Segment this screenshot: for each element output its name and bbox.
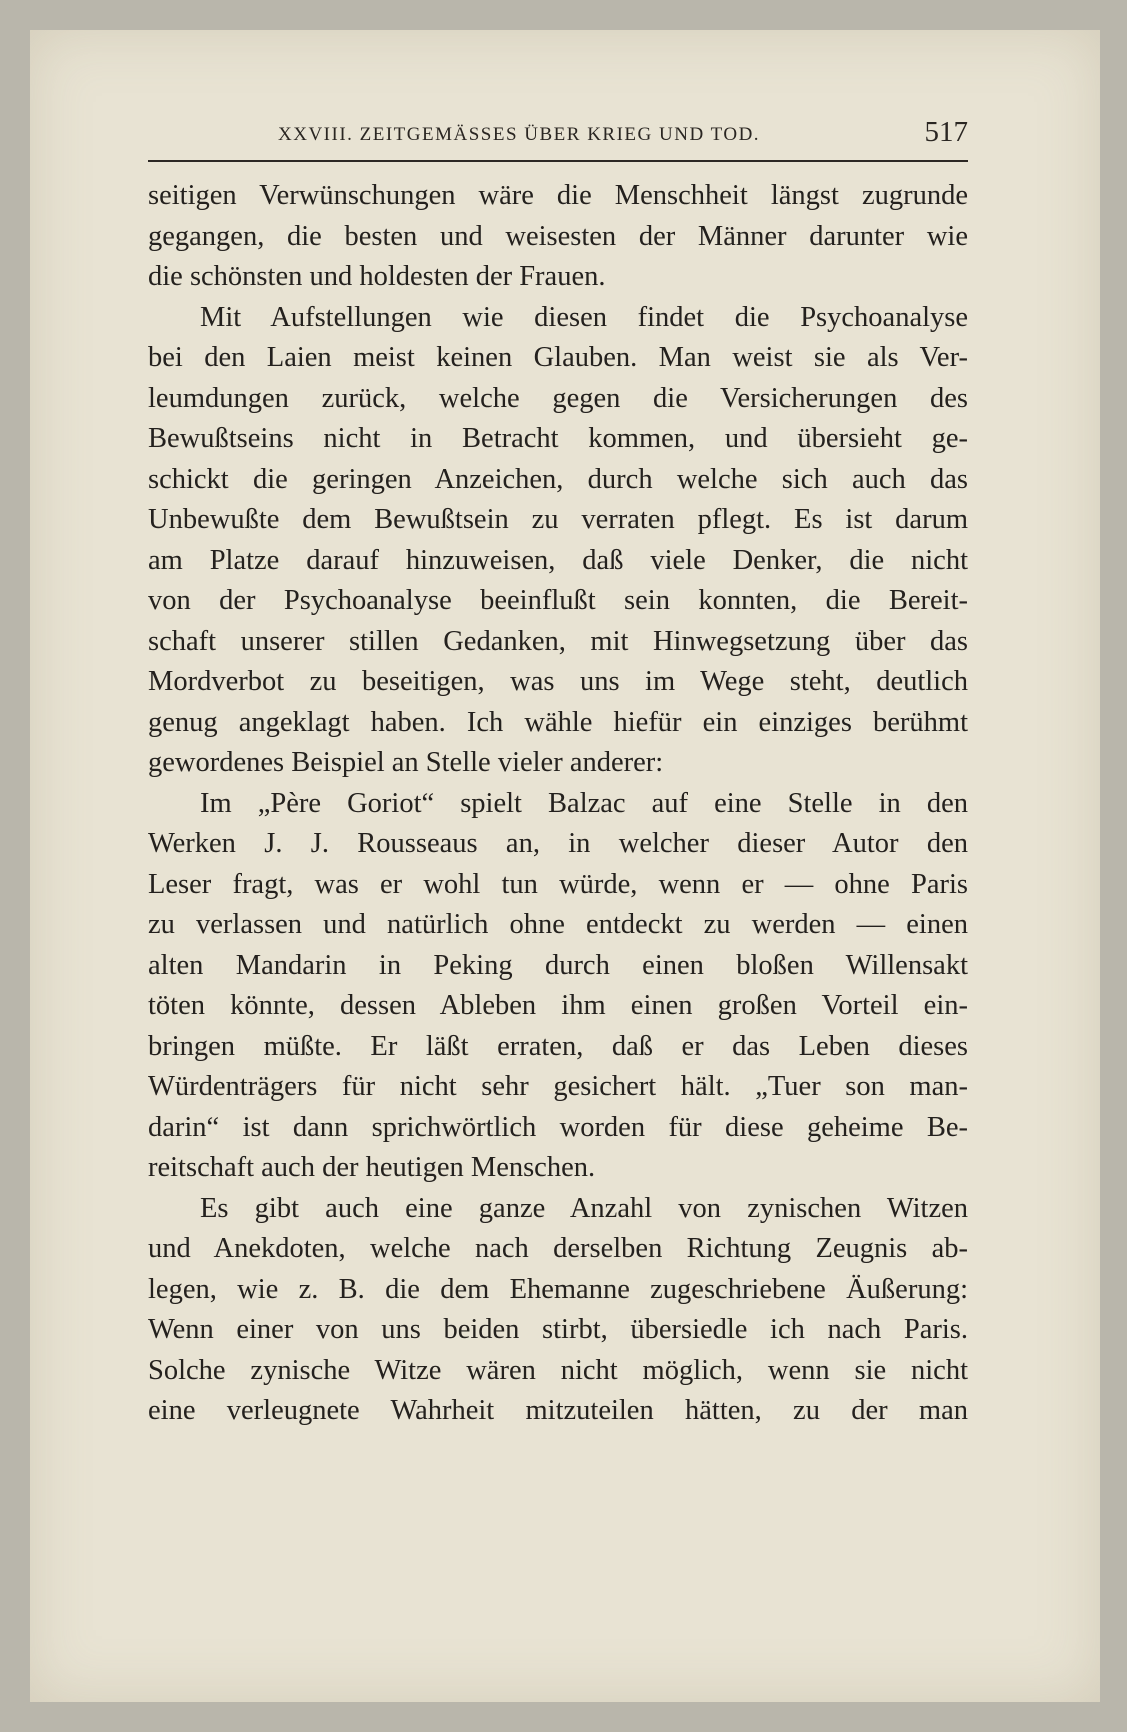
text-line: darin“ ist dann sprichwörtlich worden für diese geheime Be- <box>148 1111 968 1143</box>
text-line: Mit Aufstellungen wie diesen findet die Psychoanalyse <box>200 301 968 333</box>
text-line: legen, wie z. B. die dem Ehemanne zugeschriebene Äußerung: <box>148 1273 968 1305</box>
running-title: XXVIII. ZEITGEMÄSSES ÜBER KRIEG UND TOD. <box>278 124 761 145</box>
text-line: töten könnte, dessen Ableben ihm einen großen Vorteil ein- <box>148 990 968 1021</box>
text-line: Würdenträgers für nicht sehr gesichert hält. „Tuer son man- <box>148 1071 968 1102</box>
text-line: schaft unserer stillen Gedanken, mit Hinwegsetzung über das <box>148 625 968 657</box>
body-text <box>148 176 968 1432</box>
page-number: 517 <box>924 116 968 148</box>
text-line: eine verleugnete Wahrheit mitzuteilen hätten, zu der man <box>148 1395 968 1426</box>
text-line: Bewußtseins nicht in Betracht kommen, und übersieht ge- <box>148 423 968 454</box>
text-line: und Anekdoten, welche nach derselben Richtung Zeugnis ab- <box>148 1233 968 1264</box>
text-line: leumdungen zurück, welche gegen die Versicherungen des <box>148 382 968 414</box>
text-line: alten Mandarin in Peking durch einen bloßen Willensakt <box>148 949 968 981</box>
text-line: Leser fragt, was er wohl tun würde, wenn er — ohne Paris <box>148 868 968 900</box>
text-line: Werken J. J. Rousseaus an, in welcher dieser Autor den <box>148 828 968 859</box>
text-line: Mordverbot zu beseitigen, was uns im Wege steht, deutlich <box>148 666 968 697</box>
text-line: von der Psychoanalyse beeinflußt sein konnten, die Bereit- <box>148 585 968 616</box>
text-line: bei den Laien meist keinen Glauben. Man weist sie als Ver- <box>148 342 968 373</box>
header-rule <box>148 160 968 162</box>
text-line: genug angeklagt haben. Ich wähle hiefür ein einziges berühmt <box>148 706 968 738</box>
text-line: seitigen Verwünschungen wäre die Menschheit längst zugrunde <box>148 180 968 211</box>
text-line: Es gibt auch eine ganze Anzahl von zynischen Witzen <box>200 1192 968 1224</box>
text-line: am Platze darauf hinzuweisen, daß viele Denker, die nicht <box>148 544 968 576</box>
text-line: Im „Père Goriot“ spielt Balzac auf eine Stelle in den <box>200 787 968 819</box>
text-line: Wenn einer von uns beiden stirbt, übersiedle ich nach Paris. <box>148 1314 968 1345</box>
book-page <box>30 30 1100 1702</box>
text-line: gegangen, die besten und weisesten der Männer darunter wie <box>148 220 968 252</box>
text-line: schickt die geringen Anzeichen, durch welche sich auch das <box>148 463 968 495</box>
running-head <box>148 112 968 156</box>
text-line: Solche zynische Witze wären nicht möglich, wenn sie nicht <box>148 1354 968 1386</box>
text-line: reitschaft auch der heutigen Menschen. <box>148 1152 596 1183</box>
text-line: zu verlassen und natürlich ohne entdeckt zu werden — einen <box>148 909 968 940</box>
text-line: gewordenes Beispiel an Stelle vieler anderer: <box>148 747 664 778</box>
text-line: Unbewußte dem Bewußtsein zu verraten pflegt. Es ist darum <box>148 504 968 535</box>
text-line: bringen müßte. Er läßt erraten, daß er das Leben dieses <box>148 1030 968 1062</box>
text-line: die schönsten und holdesten der Frauen. <box>148 261 606 292</box>
